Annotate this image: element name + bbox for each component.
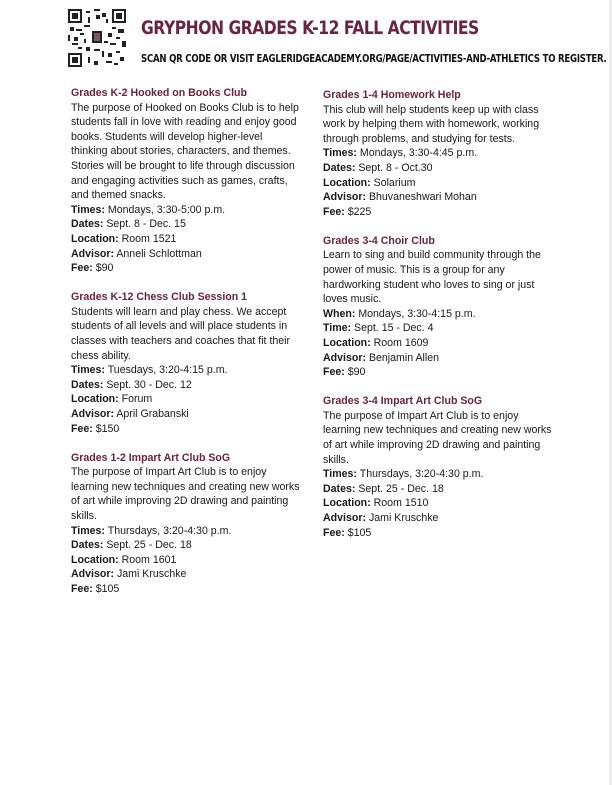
detail-dates xyxy=(323,482,553,497)
detail-value: $90 xyxy=(95,262,114,275)
detail-advisor xyxy=(71,247,301,262)
club-title: Grades 1-4 Homework Help xyxy=(323,89,461,101)
club-description: This club will help students keep up with class work by helping them with homework, working through problems, and studying for tests. xyxy=(323,103,540,145)
detail-advisor xyxy=(71,407,301,422)
detail-times xyxy=(71,524,301,539)
detail-label: Dates: xyxy=(71,539,104,552)
detail-value: $150 xyxy=(95,422,120,435)
detail-value: Sept. 25 - Dec. 18 xyxy=(106,539,192,552)
club-description: The purpose of Impart Art Club is to enjoy learning new techniques and creating new works of art while improving 2D drawing and painting skills. xyxy=(71,466,300,523)
detail-label: Advisor: xyxy=(71,407,114,420)
club-title: Grades K-12 Chess Club Session 1 xyxy=(71,291,248,304)
club-description: The purpose of Hooked on Books Club is to help students fall in love with reading and enjoy good books. Students will develop higher-level thinking about stories, characters, and themes. Stories will be brought to life through discussion and engaging activities such as games, crafts, and themed snacks. xyxy=(71,101,299,202)
detail-fee xyxy=(323,526,553,541)
club-art-1-2 xyxy=(71,451,301,597)
detail-label: Location: xyxy=(323,497,371,510)
detail-location xyxy=(323,336,553,351)
detail-dates xyxy=(71,217,301,232)
detail-dates xyxy=(323,161,553,176)
detail-fee xyxy=(323,365,553,380)
detail-fee xyxy=(323,205,553,220)
detail-label: Dates: xyxy=(71,378,104,391)
detail-label: Advisor: xyxy=(323,512,366,525)
detail-time xyxy=(323,321,553,336)
detail-label: Times: xyxy=(71,524,105,537)
detail-value: Sept. 8 - Oct.30 xyxy=(358,161,433,174)
detail-label: Advisor: xyxy=(323,351,366,364)
detail-label: Fee: xyxy=(71,583,93,595)
club-hooked-on-books xyxy=(71,86,301,276)
detail-label: Fee: xyxy=(71,262,93,275)
detail-label: Dates: xyxy=(71,218,104,231)
detail-label: Fee: xyxy=(323,366,345,379)
club-title: Grades 1-2 Impart Art Club SoG xyxy=(71,451,231,464)
detail-value: Sept. 15 - Dec. 4 xyxy=(354,322,434,335)
detail-times xyxy=(323,146,553,161)
detail-value: Benjamin Allen xyxy=(368,351,440,364)
detail-label: Location: xyxy=(71,393,119,406)
detail-label: Location: xyxy=(323,176,371,189)
detail-times xyxy=(71,363,301,378)
detail-times xyxy=(323,467,553,482)
detail-value: Forum xyxy=(121,393,153,406)
detail-value: Mondays, 3:30-4:45 p.m. xyxy=(359,147,478,160)
detail-value: Room 1521 xyxy=(121,232,177,245)
detail-value: Sept. 25 - Dec. 18 xyxy=(358,482,444,495)
detail-value: Mondays, 3:30-4:15 p.m. xyxy=(358,307,476,320)
detail-label: Advisor: xyxy=(71,247,114,260)
detail-label: When: xyxy=(323,307,356,320)
club-description: Learn to sing and build community through the power of music. This is a group for any hardworking student who loves to sing or just loves music. xyxy=(323,249,541,306)
detail-label: Advisor: xyxy=(71,568,114,581)
detail-label: Fee: xyxy=(71,422,93,435)
detail-value: Mondays, 3:30-5:00 p.m. xyxy=(107,203,226,216)
detail-dates xyxy=(71,378,301,393)
detail-label: Location: xyxy=(71,232,119,245)
detail-value: Sept. 8 - Dec. 15 xyxy=(106,218,186,231)
detail-value: $90 xyxy=(347,366,366,379)
detail-advisor xyxy=(71,567,301,582)
detail-value: Thursdays, 3:20-4:30 p.m. xyxy=(359,468,484,481)
club-art-3-4 xyxy=(323,394,553,540)
detail-advisor xyxy=(323,511,553,526)
club-description: Students will learn and play chess. We accept students of all levels and will place students in classes with teachers and coaches that fit their chess ability. xyxy=(71,305,291,362)
detail-value: Jami Kruschke xyxy=(368,512,439,525)
detail-value: $105 xyxy=(95,583,120,595)
qr-code-icon[interactable] xyxy=(68,9,126,67)
detail-label: Times: xyxy=(71,203,105,216)
detail-location xyxy=(71,553,301,568)
detail-label: Location: xyxy=(71,553,119,566)
detail-value: Thursdays, 3:20-4:30 p.m. xyxy=(107,524,232,537)
detail-advisor xyxy=(323,351,553,366)
detail-value: Jami Kruschke xyxy=(116,568,187,581)
detail-value: Tuesdays, 3:20-4:15 p.m. xyxy=(107,364,228,377)
detail-times xyxy=(71,203,301,218)
club-homework-help xyxy=(323,88,553,219)
detail-label: Fee: xyxy=(323,205,345,218)
detail-advisor xyxy=(323,190,553,205)
detail-fee xyxy=(71,582,301,597)
left-column xyxy=(71,86,301,611)
detail-label: Times: xyxy=(323,468,357,481)
detail-location xyxy=(323,496,553,511)
detail-value: Anneli Schlottman xyxy=(116,247,202,260)
detail-value: Bhuvaneshwari Mohan xyxy=(368,191,477,204)
detail-value: Room 1601 xyxy=(121,553,177,566)
detail-label: Fee: xyxy=(323,526,345,539)
detail-label: Times: xyxy=(71,364,105,377)
detail-value: Solarium xyxy=(373,176,416,189)
detail-location xyxy=(71,392,301,407)
detail-value: Sept. 30 - Dec. 12 xyxy=(106,378,192,391)
page-title: GRYPHON GRADES K-12 FALL ACTIVITIES xyxy=(141,17,479,39)
club-description: The purpose of Impart Art Club is to enjoy learning new techniques and creating new works of art while improving 2D drawing and painting skills. xyxy=(323,409,552,466)
detail-location xyxy=(71,232,301,247)
detail-value: $225 xyxy=(347,205,372,218)
detail-fee xyxy=(71,422,301,437)
club-choir xyxy=(323,234,553,380)
detail-fee xyxy=(71,261,301,276)
club-title: Grades 3-4 Choir Club xyxy=(323,234,435,247)
detail-value: Room 1609 xyxy=(373,337,429,349)
detail-label: Dates: xyxy=(323,482,356,495)
club-chess xyxy=(71,290,301,436)
detail-value: $105 xyxy=(347,526,372,539)
detail-label: Dates: xyxy=(323,161,356,174)
detail-value: April Grabanski xyxy=(116,407,189,420)
right-column xyxy=(323,88,553,555)
detail-label: Advisor: xyxy=(323,191,366,204)
club-title: Grades K-2 Hooked on Books Club xyxy=(71,87,247,99)
club-title: Grades 3-4 Impart Art Club SoG xyxy=(323,395,483,408)
detail-label: Time: xyxy=(323,322,352,335)
detail-label: Location: xyxy=(323,337,371,349)
detail-value: Room 1510 xyxy=(373,497,429,510)
detail-when xyxy=(323,307,553,322)
detail-dates xyxy=(71,538,301,553)
registration-instructions: SCAN QR CODE OR VISIT EAGLERIDGEACADEMY.ORG/PAGE/ACTIVITIES-AND-ATHLETICS TO REGISTER. xyxy=(141,52,607,65)
detail-label: Times: xyxy=(323,147,357,160)
detail-location xyxy=(323,176,553,191)
